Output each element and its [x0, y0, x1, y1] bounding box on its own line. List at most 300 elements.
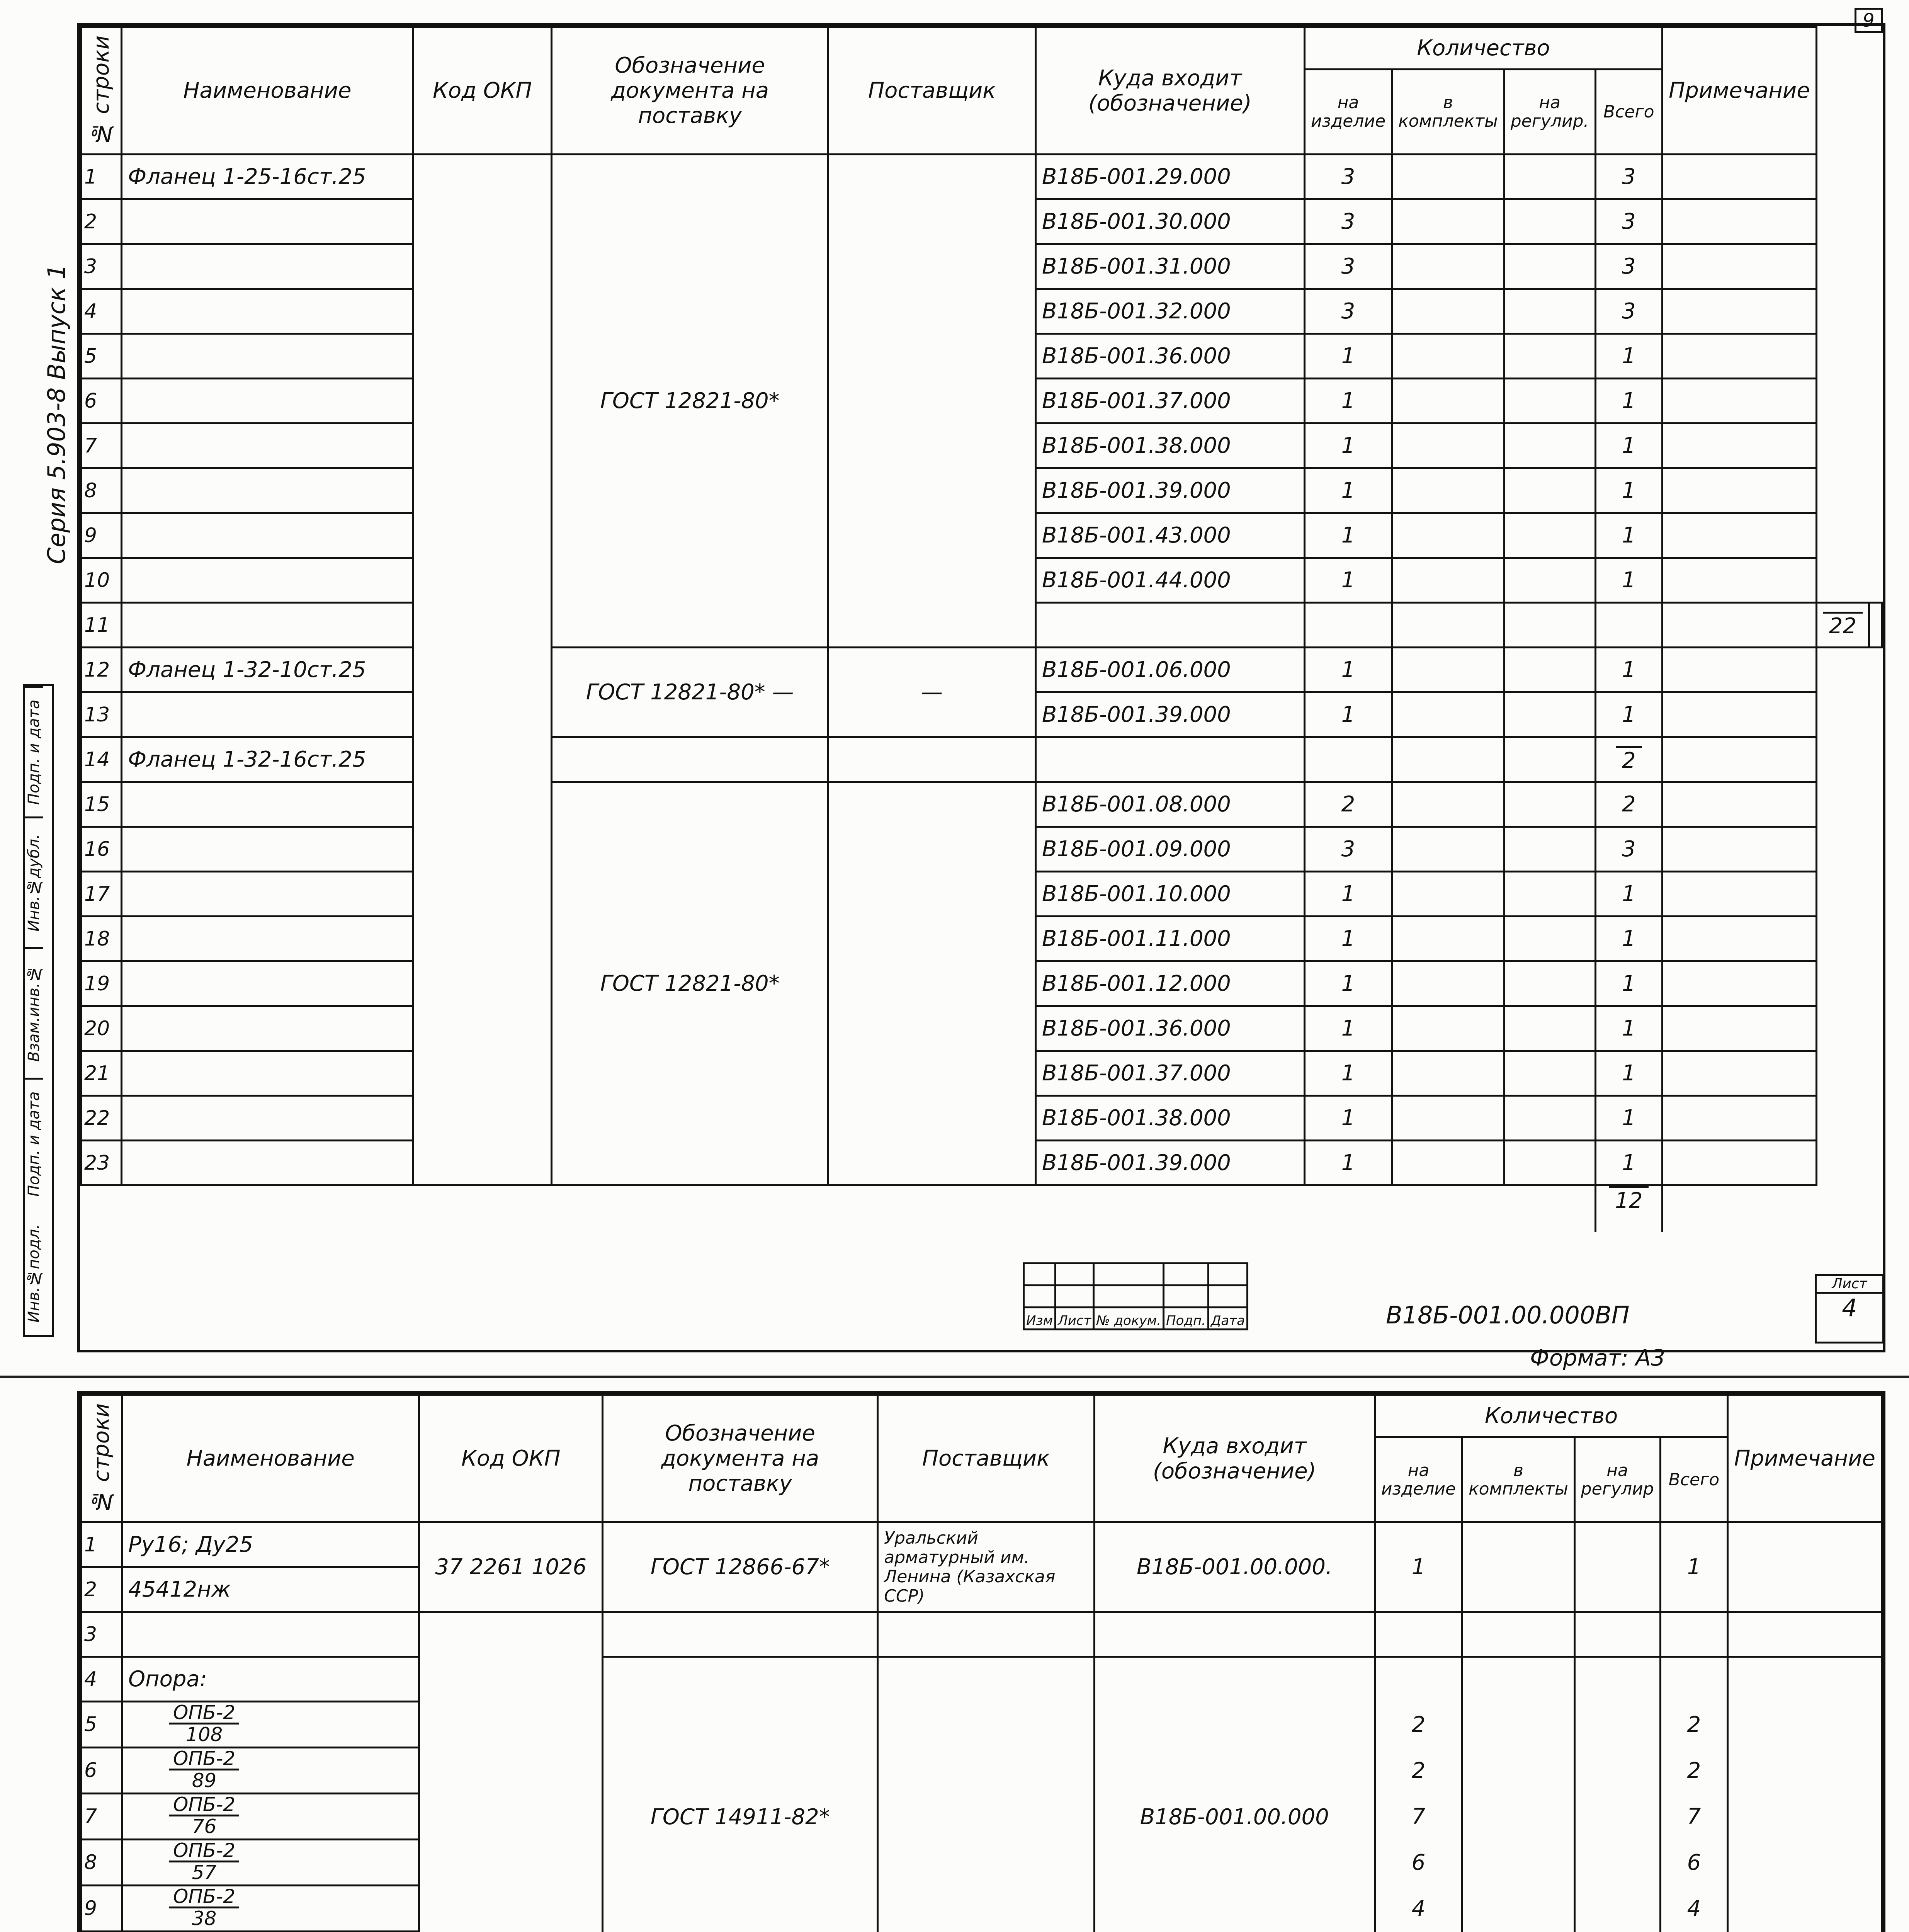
- support-fraction: [169, 1794, 239, 1837]
- item-name: Фланец 1-32-16ст.25: [122, 737, 413, 782]
- qty-kit: [1462, 1886, 1575, 1932]
- header-name: Наименование: [122, 1395, 419, 1522]
- where-cell: В18Б-001.36.000: [1035, 1006, 1304, 1051]
- table-row: [81, 782, 1882, 827]
- line-number: 22: [81, 1096, 122, 1141]
- qty-product: 1: [1375, 1522, 1462, 1612]
- qty-product: [1375, 1657, 1462, 1702]
- qty-product: 1: [1304, 917, 1392, 961]
- qty-kit: [1462, 1702, 1575, 1748]
- qty-kit: [1462, 1522, 1575, 1612]
- line-number: 4: [81, 289, 122, 334]
- header-qty-product: на изделие: [1304, 70, 1392, 155]
- qty-total: 6: [1660, 1840, 1728, 1886]
- qty-kit: [1392, 199, 1504, 244]
- qty-kit: [1462, 1748, 1575, 1794]
- stamp-label: Подп.: [1163, 1308, 1208, 1330]
- qty-reg: [1574, 1522, 1660, 1612]
- line-number: 23: [81, 1141, 122, 1185]
- qty-reg: [1663, 603, 1817, 648]
- line-number: 6: [81, 379, 122, 423]
- qty-product: 2: [1375, 1748, 1462, 1794]
- qty-total: 1: [1595, 692, 1663, 737]
- sum-total: 22: [1823, 612, 1863, 639]
- note-cell: [1663, 244, 1817, 289]
- qty-reg: [1504, 1141, 1595, 1185]
- stamp-grid-top: [1023, 1262, 1248, 1330]
- stamp-label: Изм: [1024, 1308, 1056, 1330]
- where-cell: В18Б-001.10.000: [1035, 872, 1304, 917]
- sheet-number: 4: [1842, 1294, 1857, 1322]
- qty-kit: [1392, 1096, 1504, 1141]
- valve-doc: ГОСТ 12866-67*: [603, 1522, 878, 1612]
- qty-product: 6: [1375, 1840, 1462, 1886]
- stamp-code-top: В18Б-001.00.000ВП: [1386, 1301, 1630, 1329]
- qty-total: 1: [1595, 468, 1663, 513]
- valve-code: 37 2261 1026: [419, 1522, 603, 1612]
- qty-reg: [1504, 513, 1595, 558]
- page-number: 9: [1855, 8, 1883, 33]
- qty-total: 1: [1595, 961, 1663, 1006]
- note-cell: [1728, 1612, 1882, 1657]
- qty-reg: [1504, 334, 1595, 379]
- header-note: Примечание: [1728, 1395, 1882, 1522]
- header-code: Код ОКП: [419, 1395, 603, 1522]
- where-cell: В18Б-001.08.000: [1035, 782, 1304, 827]
- where-cell: В18Б-001.43.000: [1035, 513, 1304, 558]
- item-name: [122, 1840, 419, 1886]
- support-fraction: [169, 1702, 239, 1745]
- qty-reg: [1504, 244, 1595, 289]
- qty-reg: [1504, 782, 1595, 827]
- where-cell: В18Б-001.12.000: [1035, 961, 1304, 1006]
- qty-total: 1: [1595, 379, 1663, 423]
- header-qty-product: на изделие: [1375, 1437, 1462, 1522]
- line-number: 17: [81, 872, 122, 917]
- qty-total: 1: [1595, 1096, 1663, 1141]
- qty-total: 1: [1595, 1051, 1663, 1096]
- blank: [1663, 1185, 1817, 1232]
- line-number: 4: [81, 1657, 122, 1702]
- line-number: 3: [81, 1612, 122, 1657]
- fraction-top: ОПБ-2: [169, 1748, 239, 1770]
- qty-total: 3: [1595, 289, 1663, 334]
- note-cell: [1663, 692, 1817, 737]
- header-where: Куда входит (обозначение): [1094, 1395, 1375, 1522]
- line-number: 8: [81, 468, 122, 513]
- qty-total: 1: [1595, 1006, 1663, 1051]
- qty-kit: [1392, 468, 1504, 513]
- qty-kit: [1392, 648, 1504, 692]
- side-cell: Взам.инв.№: [25, 947, 43, 1078]
- supplier-cell: [1304, 603, 1392, 648]
- qty-reg: [1504, 468, 1595, 513]
- item-name: [122, 961, 413, 1006]
- qty-reg: [1504, 199, 1595, 244]
- item-name: [122, 872, 413, 917]
- sheet-box-top: [1815, 1274, 1884, 1344]
- note-cell: [1663, 558, 1817, 603]
- qty-reg: [1504, 917, 1595, 961]
- qty-reg: [1504, 1051, 1595, 1096]
- fraction-top: ОПБ-2: [169, 1794, 239, 1816]
- header-code: Код ОКП: [413, 27, 551, 155]
- line-number: 11: [81, 603, 122, 648]
- header-qty-total: Всего: [1595, 70, 1663, 155]
- line-number: 18: [81, 917, 122, 961]
- header-qty-reg: на регулир.: [1504, 70, 1595, 155]
- qty-kit: [1392, 917, 1504, 961]
- line-number: 14: [81, 737, 122, 782]
- qty-total: 1: [1595, 334, 1663, 379]
- qty-kit: [1392, 379, 1504, 423]
- table-row: [81, 1657, 1882, 1702]
- qty-product: 3: [1304, 244, 1392, 289]
- qty-product: 3: [1304, 199, 1392, 244]
- qty-reg: [1504, 289, 1595, 334]
- qty-total: 7: [1660, 1794, 1728, 1840]
- doc-cell: [1035, 603, 1304, 648]
- line-number: 12: [81, 648, 122, 692]
- line-number: 16: [81, 827, 122, 872]
- item-name: [122, 468, 413, 513]
- doc-group: ГОСТ 12821-80*: [551, 782, 828, 1185]
- supplier-cell: [878, 1612, 1095, 1657]
- note-cell: [1728, 1748, 1882, 1794]
- item-name: [122, 692, 413, 737]
- line-number: 7: [81, 423, 122, 468]
- where-cell: [1035, 737, 1304, 782]
- where-cell: В18Б-001.38.000: [1035, 1096, 1304, 1141]
- qty-reg: [1504, 558, 1595, 603]
- where-cell: В18Б-001.36.000: [1035, 334, 1304, 379]
- qty-kit: [1392, 423, 1504, 468]
- note-cell: [1728, 1794, 1882, 1840]
- qty-product: 1: [1304, 1096, 1392, 1141]
- qty-product: 4: [1375, 1886, 1462, 1932]
- qty-total: [1595, 737, 1663, 782]
- supplier-cell: [828, 782, 1036, 1185]
- qty-product: 3: [1304, 827, 1392, 872]
- item-name: [122, 289, 413, 334]
- stamp-label: Лист: [1056, 1308, 1094, 1330]
- qty-kit: [1595, 603, 1663, 648]
- note-cell: [1663, 1096, 1817, 1141]
- side-cell: Инв.№подл.: [25, 1224, 43, 1323]
- table-row: [81, 1612, 1882, 1657]
- item-name: [122, 1051, 413, 1096]
- where-cell: В18Б-001.31.000: [1035, 244, 1304, 289]
- valve-supplier: Уральский арматурный им. Ленина (Казахская ССР): [878, 1522, 1095, 1612]
- item-name: [122, 199, 413, 244]
- line-number: 8: [81, 1840, 122, 1886]
- qty-kit: [1392, 1006, 1504, 1051]
- supplier-cell: [828, 155, 1036, 648]
- note-cell: [1663, 1006, 1817, 1051]
- qty-reg: [1504, 737, 1595, 782]
- item-name: [122, 379, 413, 423]
- qty-total: 2: [1660, 1748, 1728, 1794]
- qty-reg: [1504, 1006, 1595, 1051]
- item-name: [122, 1794, 419, 1840]
- qty-kit: [1392, 334, 1504, 379]
- note-cell: [1728, 1522, 1882, 1612]
- line-number: 3: [81, 244, 122, 289]
- header-qty: Количество: [1375, 1395, 1727, 1437]
- fraction-top: ОПБ-2: [169, 1840, 239, 1862]
- supplier-cell: [828, 737, 1036, 782]
- qty-product: 1: [1304, 423, 1392, 468]
- qty-kit: [1392, 782, 1504, 827]
- qty-product: 1: [1304, 468, 1392, 513]
- support-fraction: [169, 1748, 239, 1791]
- header-qty-total: Всего: [1660, 1437, 1728, 1522]
- qty-kit: [1392, 558, 1504, 603]
- grand-total-cell: [1595, 1185, 1663, 1232]
- bottom-sheet-frame: [77, 1391, 1885, 1932]
- header-line-no: № строки: [81, 1395, 122, 1522]
- where-cell: В18Б-001.11.000: [1035, 917, 1304, 961]
- header-qty-kit: в комплекты: [1462, 1437, 1575, 1522]
- code-cell: [419, 1612, 603, 1932]
- qty-total: 1: [1595, 1141, 1663, 1185]
- qty-product: 1: [1304, 513, 1392, 558]
- qty-kit: [1392, 827, 1504, 872]
- where-cell: В18Б-001.37.000: [1035, 1051, 1304, 1096]
- line-number: 13: [81, 692, 122, 737]
- qty-reg: [1574, 1794, 1660, 1840]
- note-cell: [1663, 917, 1817, 961]
- item-name: [122, 513, 413, 558]
- item-name: [122, 1006, 413, 1051]
- doc-cell: [603, 1612, 878, 1657]
- qty-total: 4: [1660, 1886, 1728, 1932]
- where-cell: [1392, 603, 1504, 648]
- qty-reg: [1574, 1657, 1660, 1702]
- qty-reg: [1574, 1886, 1660, 1932]
- where-cell: В18Б-001.37.000: [1035, 379, 1304, 423]
- line-number: 6: [81, 1748, 122, 1794]
- qty-product: 3: [1304, 289, 1392, 334]
- fraction-bottom: 76: [192, 1815, 217, 1838]
- item-name: [122, 1096, 413, 1141]
- qty-reg: [1574, 1612, 1660, 1657]
- where-cell: В18Б-001.30.000: [1035, 199, 1304, 244]
- stamp-label: Дата: [1208, 1308, 1247, 1330]
- line-number: 2: [81, 199, 122, 244]
- note-cell: [1663, 782, 1817, 827]
- note-cell: [1663, 289, 1817, 334]
- qty-kit: [1462, 1612, 1575, 1657]
- qty-product: 1: [1304, 1051, 1392, 1096]
- header-note: Примечание: [1663, 27, 1817, 155]
- note-cell: [1663, 961, 1817, 1006]
- qty-reg: [1574, 1748, 1660, 1794]
- qty-kit: [1392, 513, 1504, 558]
- fraction-bottom: 108: [185, 1723, 223, 1746]
- qty-reg: [1574, 1702, 1660, 1748]
- qty-total: 2: [1595, 782, 1663, 827]
- item-name: [122, 558, 413, 603]
- item-name: [122, 782, 413, 827]
- line-number: 9: [81, 513, 122, 558]
- doc-group: ГОСТ 12821-80*: [551, 155, 828, 648]
- line-number: 1: [81, 1522, 122, 1567]
- support-doc: ГОСТ 14911-82*: [603, 1657, 878, 1932]
- qty-total: 1: [1595, 423, 1663, 468]
- qty-reg: [1504, 423, 1595, 468]
- note-cell: [1728, 1657, 1882, 1702]
- qty-total: 3: [1595, 155, 1663, 199]
- item-name: [122, 244, 413, 289]
- header-doc: Обозначение документа на поставку: [551, 27, 828, 155]
- qty-total: [1660, 1612, 1728, 1657]
- doc-group: ГОСТ 12821-80* —: [551, 648, 828, 737]
- format-label-top: Формат: А3: [1530, 1345, 1665, 1371]
- header-line-no: № строки: [81, 27, 122, 155]
- header-qty-kit: в комплекты: [1392, 70, 1504, 155]
- qty-kit: [1392, 1051, 1504, 1096]
- qty-kit: [1392, 289, 1504, 334]
- where-cell: В18Б-001.06.000: [1035, 648, 1304, 692]
- qty-reg: [1504, 379, 1595, 423]
- qty-reg: [1504, 648, 1595, 692]
- qty-product: 1: [1304, 334, 1392, 379]
- doc-cell: [551, 737, 828, 782]
- item-name: 45412нж: [122, 1567, 419, 1612]
- line-number: 15: [81, 782, 122, 827]
- valve-where: В18Б-001.00.000.: [1094, 1522, 1375, 1612]
- qty-total: 1: [1660, 1522, 1728, 1612]
- line-number: 9: [81, 1886, 122, 1932]
- fraction-top: ОПБ-2: [169, 1702, 239, 1725]
- note-cell: [1663, 379, 1817, 423]
- item-name: [122, 827, 413, 872]
- note-cell: [1728, 1840, 1882, 1886]
- qty-kit: [1392, 872, 1504, 917]
- qty-total: 3: [1595, 199, 1663, 244]
- qty-total: [1660, 1657, 1728, 1702]
- qty-product: [1304, 737, 1392, 782]
- header-doc: Обозначение документа на поставку: [603, 1395, 878, 1522]
- item-name: [122, 603, 413, 648]
- where-cell: В18Б-001.38.000: [1035, 423, 1304, 468]
- qty-total: [1816, 603, 1869, 648]
- qty-product: 1: [1304, 379, 1392, 423]
- side-cell: Подп. и дата: [25, 1078, 43, 1208]
- qty-reg: [1504, 827, 1595, 872]
- fraction-bottom: 38: [192, 1907, 217, 1930]
- series-label: Серия 5.903-8 Выпуск 1: [42, 264, 71, 564]
- item-name: [122, 334, 413, 379]
- item-name: [122, 1702, 419, 1748]
- top-sheet-frame: [77, 23, 1885, 1352]
- grand-total: 12: [1609, 1186, 1649, 1213]
- line-number: 5: [81, 334, 122, 379]
- spec-table-top: [80, 26, 1883, 1232]
- sheet-separator: [0, 1376, 1909, 1378]
- support-fraction: [169, 1886, 239, 1929]
- qty-kit: [1392, 961, 1504, 1006]
- where-cell: [1094, 1612, 1375, 1657]
- note-cell: [1663, 513, 1817, 558]
- total-row: [81, 1185, 1882, 1232]
- header-qty: Количество: [1304, 27, 1662, 70]
- note-cell: [1663, 423, 1817, 468]
- line-number: 7: [81, 1794, 122, 1840]
- where-cell: В18Б-001.39.000: [1035, 1141, 1304, 1185]
- qty-product: 1: [1304, 558, 1392, 603]
- stamp-label: № докум.: [1094, 1308, 1164, 1330]
- line-number: 10: [81, 558, 122, 603]
- note-cell: [1663, 199, 1817, 244]
- supplier-cell: —: [828, 648, 1036, 737]
- line-number: 19: [81, 961, 122, 1006]
- bottom-sheet: [0, 1391, 1909, 1932]
- line-number: 1: [81, 155, 122, 199]
- qty-kit: [1462, 1840, 1575, 1886]
- item-name: Фланец 1-32-10ст.25: [122, 648, 413, 692]
- where-cell: В18Б-001.39.000: [1035, 468, 1304, 513]
- code-cell: [413, 155, 551, 1185]
- header-name: Наименование: [122, 27, 413, 155]
- item-name: [122, 1748, 419, 1794]
- qty-product: 1: [1304, 1141, 1392, 1185]
- header-supplier: Поставщик: [828, 27, 1036, 155]
- fraction-top: ОПБ-2: [169, 1886, 239, 1908]
- qty-kit: [1392, 737, 1504, 782]
- item-name: [122, 423, 413, 468]
- qty-kit: [1392, 692, 1504, 737]
- where-cell: В18Б-001.39.000: [1035, 692, 1304, 737]
- item-name: [122, 1886, 419, 1932]
- item-name: Ру16; Ду25: [122, 1522, 419, 1567]
- qty-kit: [1462, 1794, 1575, 1840]
- side-strip-top: [23, 684, 54, 1337]
- qty-product: 1: [1304, 648, 1392, 692]
- line-number: 21: [81, 1051, 122, 1096]
- qty-reg: [1504, 961, 1595, 1006]
- qty-reg: [1574, 1840, 1660, 1886]
- qty-product: 3: [1304, 155, 1392, 199]
- qty-product: 1: [1304, 872, 1392, 917]
- header-where: Куда входит (обозначение): [1035, 27, 1304, 155]
- note-cell: [1663, 1141, 1817, 1185]
- item-name: [122, 917, 413, 961]
- note-cell: [1663, 1051, 1817, 1096]
- where-cell: В18Б-001.44.000: [1035, 558, 1304, 603]
- line-number: 5: [81, 1702, 122, 1748]
- qty-product: 2: [1304, 782, 1392, 827]
- qty-total: 3: [1595, 827, 1663, 872]
- qty-reg: [1504, 1096, 1595, 1141]
- supplier-cell: [878, 1657, 1095, 1932]
- qty-reg: [1504, 155, 1595, 199]
- side-cell: Инв.№дубл.: [25, 816, 43, 947]
- item-name: Фланец 1-25-16ст.25: [122, 155, 413, 199]
- sum-total: 2: [1616, 746, 1642, 773]
- qty-total: 1: [1595, 648, 1663, 692]
- qty-total: 1: [1595, 513, 1663, 558]
- qty-product: 1: [1304, 1006, 1392, 1051]
- qty-total: 1: [1595, 872, 1663, 917]
- table-row: [81, 648, 1882, 692]
- qty-kit: [1462, 1657, 1575, 1702]
- where-cell: В18Б-001.29.000: [1035, 155, 1304, 199]
- side-cell: Подп. и дата: [25, 686, 43, 816]
- table-row: [81, 155, 1882, 199]
- note-cell: [1663, 737, 1817, 782]
